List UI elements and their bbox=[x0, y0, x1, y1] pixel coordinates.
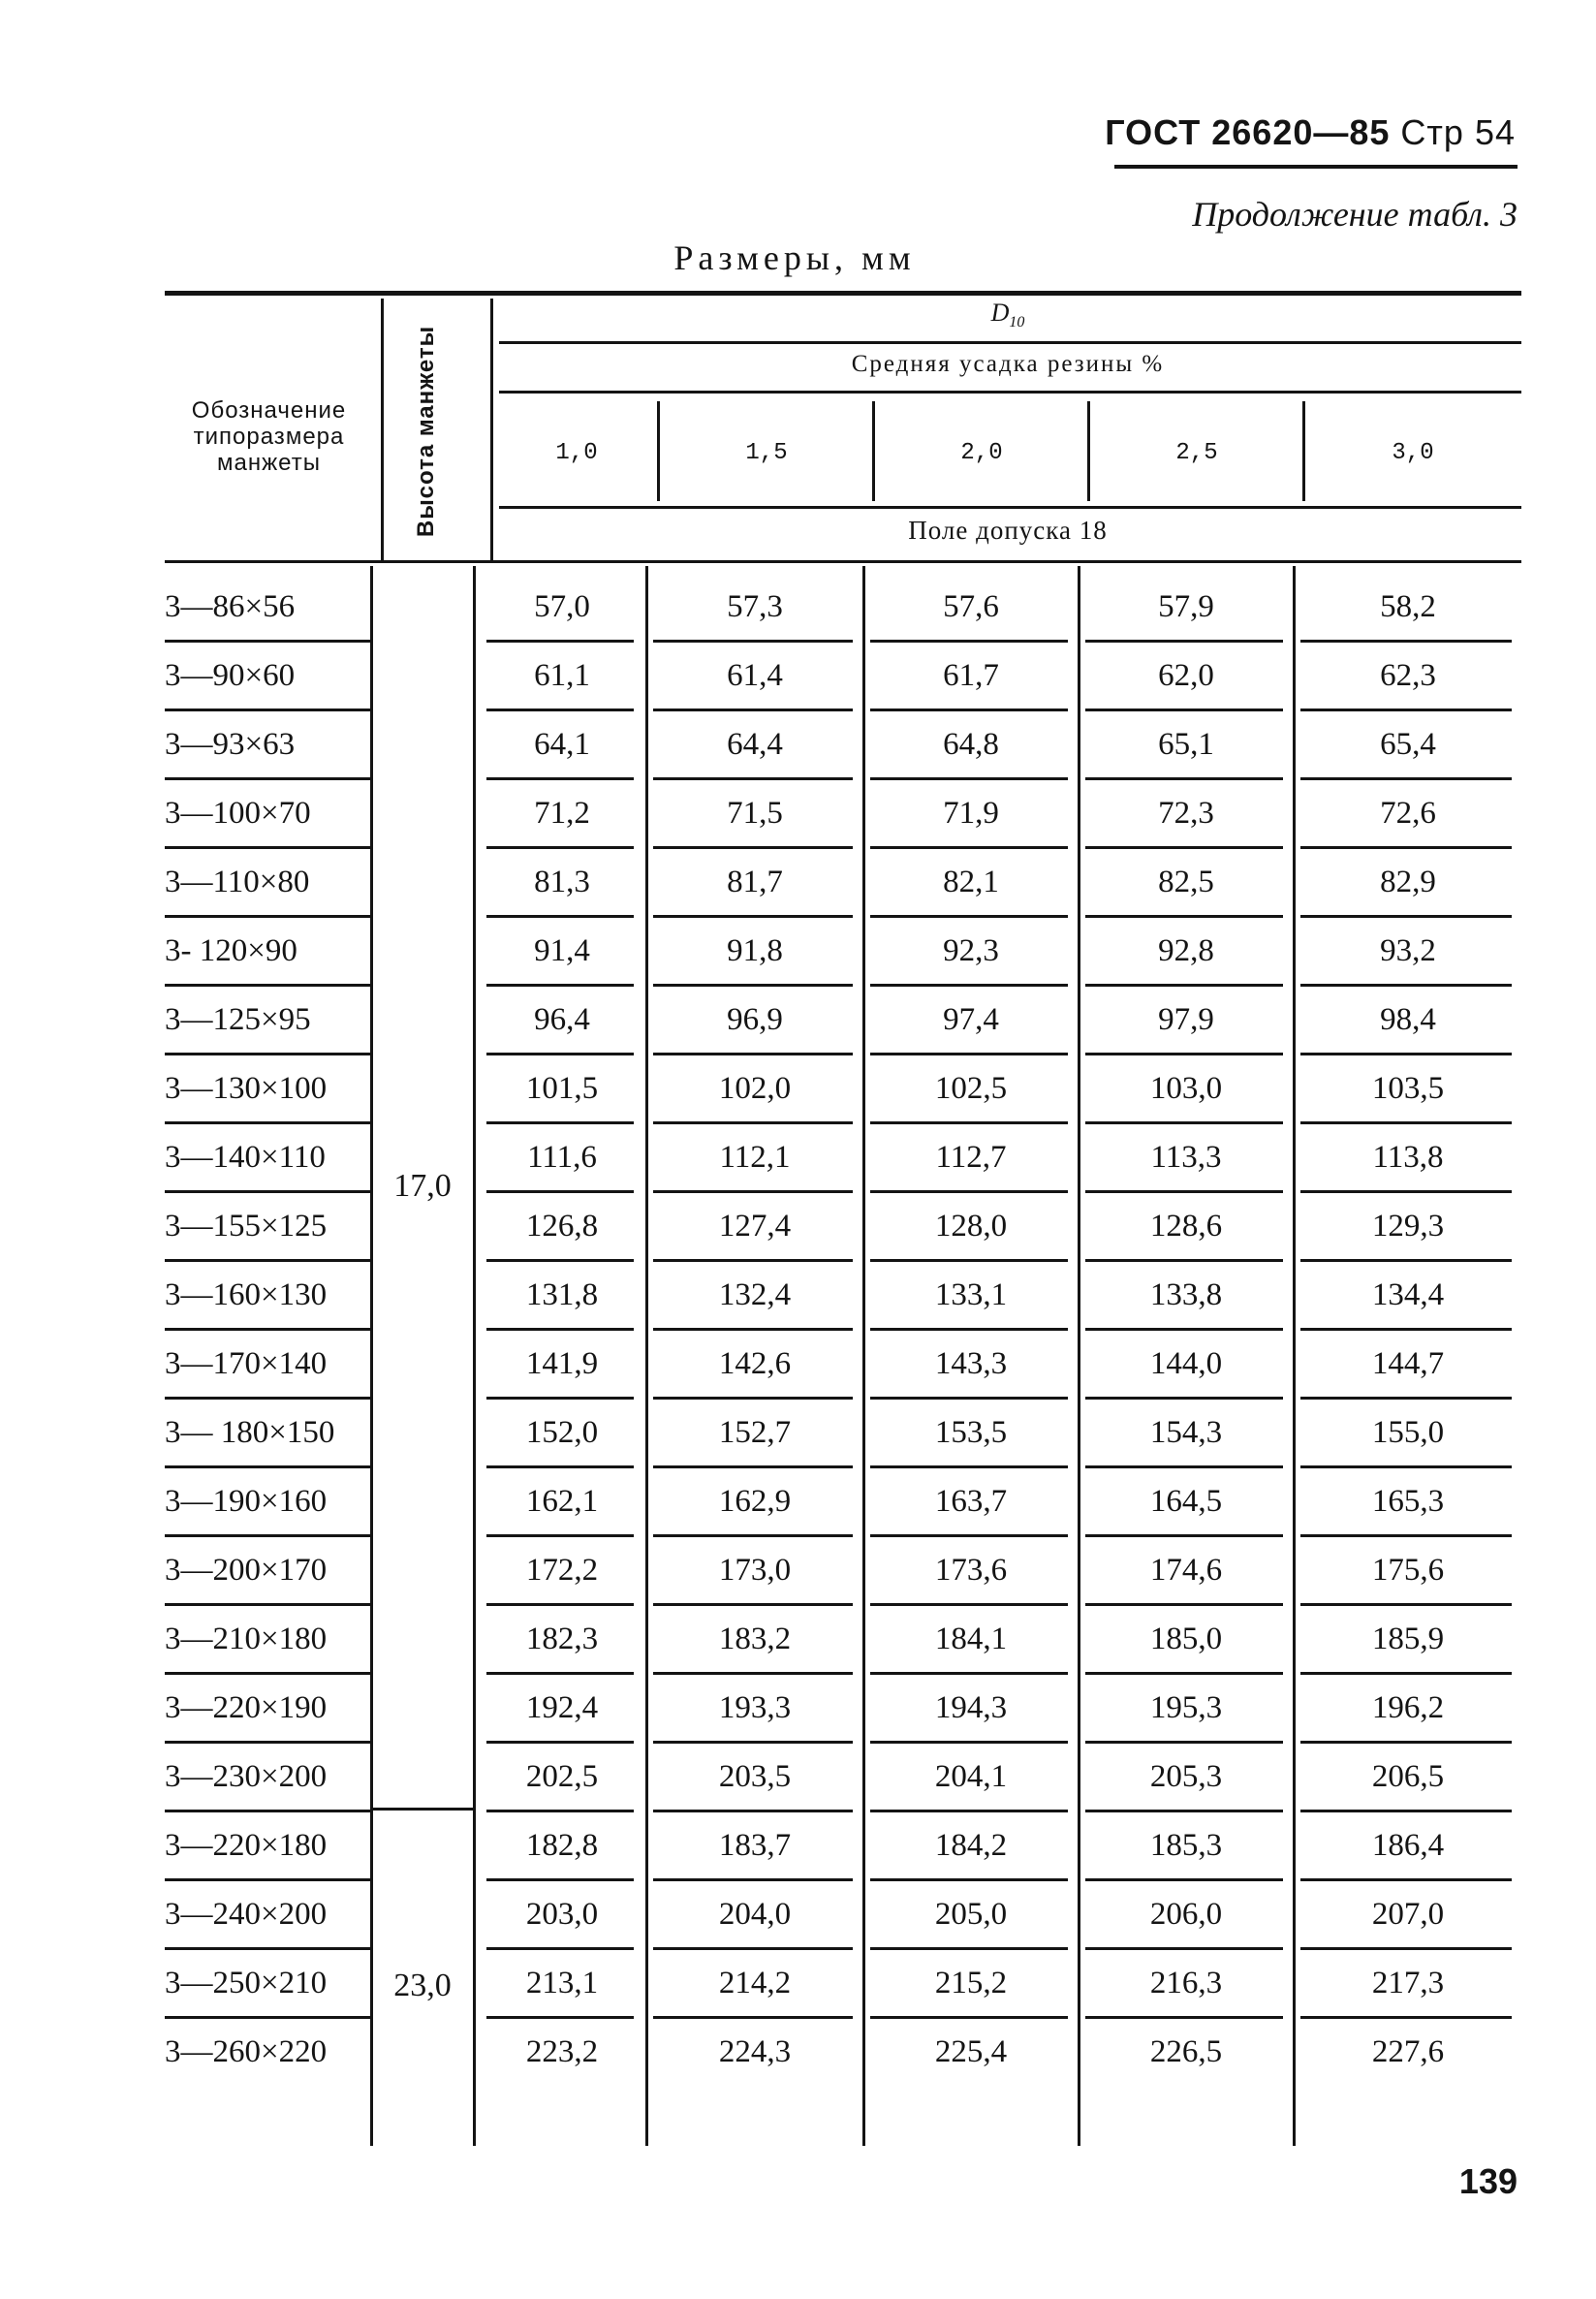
page-number: 139 bbox=[1458, 2161, 1518, 2201]
row-rule bbox=[1085, 1328, 1283, 1331]
row-value-col-2: 102,0 bbox=[718, 1071, 792, 1106]
row-value-col-2: 142,6 bbox=[718, 1346, 792, 1381]
row-value-col-5: 93,2 bbox=[1380, 933, 1436, 968]
row-value-col-2: 193,3 bbox=[718, 1690, 792, 1725]
row-rule-designation bbox=[165, 1534, 370, 1537]
row-value-col-3: 184,2 bbox=[934, 1828, 1008, 1863]
row-designation: 3—220×180 bbox=[165, 1828, 328, 1863]
row-rule bbox=[1085, 777, 1283, 780]
row-value-col-1: 203,0 bbox=[525, 1897, 599, 1932]
row-value-col-4: 97,9 bbox=[1158, 1002, 1214, 1037]
row-rule-designation bbox=[165, 1190, 370, 1193]
row-value-col-1: 64,1 bbox=[534, 727, 590, 762]
shrinkage-col-2: 1,5 bbox=[745, 440, 788, 466]
row-rule bbox=[1085, 2016, 1283, 2019]
row-designation: 3—260×220 bbox=[165, 2034, 328, 2069]
row-rule bbox=[653, 2016, 853, 2019]
row-value-col-4: 144,0 bbox=[1149, 1346, 1223, 1381]
row-rule bbox=[870, 1741, 1068, 1744]
row-rule bbox=[870, 1465, 1068, 1468]
row-value-col-4: 92,8 bbox=[1158, 933, 1214, 968]
height-group-23: 23,0 bbox=[393, 1968, 452, 2003]
body-vline-designation bbox=[370, 566, 373, 2146]
row-rule bbox=[1085, 709, 1283, 711]
row-value-col-4: 128,6 bbox=[1149, 1209, 1223, 1244]
row-value-col-2: 224,3 bbox=[718, 2034, 792, 2069]
page-header bbox=[1066, 112, 1516, 153]
row-value-col-2: 173,0 bbox=[718, 1553, 792, 1588]
row-rule bbox=[1085, 1603, 1283, 1606]
row-rule-designation bbox=[165, 846, 370, 849]
row-rule bbox=[870, 1534, 1068, 1537]
row-value-col-4: 154,3 bbox=[1149, 1415, 1223, 1450]
row-value-col-3: 204,1 bbox=[934, 1759, 1008, 1794]
row-value-col-4: 62,0 bbox=[1158, 658, 1214, 693]
row-value-col-2: 204,0 bbox=[718, 1897, 792, 1932]
row-value-col-1: 81,3 bbox=[534, 865, 590, 899]
row-designation: 3—86×56 bbox=[165, 589, 296, 624]
row-value-col-4: 72,3 bbox=[1158, 796, 1214, 831]
row-rule bbox=[653, 1121, 853, 1124]
row-rule bbox=[653, 1603, 853, 1606]
row-rule bbox=[870, 1397, 1068, 1400]
row-rule bbox=[1300, 1465, 1512, 1468]
row-designation: 3—155×125 bbox=[165, 1209, 328, 1244]
row-value-col-5: 82,9 bbox=[1380, 865, 1436, 899]
row-value-col-4: 185,3 bbox=[1149, 1828, 1223, 1863]
row-value-col-5: 186,4 bbox=[1371, 1828, 1445, 1863]
dimensions-table bbox=[165, 291, 1521, 2171]
row-value-col-5: 155,0 bbox=[1371, 1415, 1445, 1450]
row-rule bbox=[870, 1121, 1068, 1124]
header-vline-1 bbox=[381, 299, 384, 560]
d10-symbol: D bbox=[990, 299, 1010, 327]
row-rule bbox=[486, 1259, 634, 1262]
row-rule bbox=[870, 1259, 1068, 1262]
row-value-col-5: 196,2 bbox=[1371, 1690, 1445, 1725]
row-rule bbox=[1300, 1190, 1512, 1193]
row-rule bbox=[1300, 1741, 1512, 1744]
row-value-col-5: 217,3 bbox=[1371, 1966, 1445, 2000]
height-group-separator bbox=[372, 1808, 473, 1811]
row-value-col-5: 113,8 bbox=[1372, 1140, 1444, 1175]
shrinkage-col-3: 2,0 bbox=[960, 440, 1003, 466]
row-rule bbox=[1085, 1672, 1283, 1675]
height-group-17: 17,0 bbox=[393, 1168, 452, 1204]
row-designation: 3—130×100 bbox=[165, 1071, 328, 1106]
row-designation: 3—240×200 bbox=[165, 1897, 328, 1932]
row-rule bbox=[486, 777, 634, 780]
row-rule bbox=[1300, 1878, 1512, 1881]
row-rule bbox=[1085, 1947, 1283, 1950]
row-designation: 3—200×170 bbox=[165, 1553, 328, 1588]
row-value-col-4: 82,5 bbox=[1158, 865, 1214, 899]
row-rule-designation bbox=[165, 777, 370, 780]
row-value-col-1: 57,0 bbox=[534, 589, 590, 624]
row-value-col-1: 152,0 bbox=[525, 1415, 599, 1450]
row-rule-designation bbox=[165, 640, 370, 643]
row-rule bbox=[486, 915, 634, 918]
row-value-col-2: 64,4 bbox=[727, 727, 783, 762]
row-rule bbox=[486, 1947, 634, 1950]
row-rule bbox=[486, 1878, 634, 1881]
row-rule bbox=[1300, 915, 1512, 918]
row-rule bbox=[486, 1672, 634, 1675]
row-rule bbox=[1085, 1878, 1283, 1881]
row-value-col-1: 91,4 bbox=[534, 933, 590, 968]
row-rule bbox=[486, 1190, 634, 1193]
row-rule bbox=[870, 1672, 1068, 1675]
row-rule-designation bbox=[165, 1741, 370, 1744]
standard-number: ГОСТ 26620—85 bbox=[1105, 112, 1391, 152]
row-rule bbox=[1085, 1397, 1283, 1400]
row-rule bbox=[486, 1741, 634, 1744]
row-rule bbox=[1300, 1947, 1512, 1950]
row-rule bbox=[870, 984, 1068, 987]
row-rule bbox=[486, 1397, 634, 1400]
row-value-col-2: 132,4 bbox=[718, 1277, 792, 1312]
row-value-col-1: 71,2 bbox=[534, 796, 590, 831]
row-designation: 3—160×130 bbox=[165, 1277, 328, 1312]
row-value-col-4: 57,9 bbox=[1158, 589, 1214, 624]
row-designation: 3—170×140 bbox=[165, 1346, 328, 1381]
row-value-col-4: 185,0 bbox=[1149, 1622, 1223, 1656]
row-rule-designation bbox=[165, 1053, 370, 1055]
row-value-col-4: 174,6 bbox=[1149, 1553, 1223, 1588]
row-rule bbox=[1300, 1121, 1512, 1124]
row-rule bbox=[1085, 915, 1283, 918]
row-rule bbox=[1300, 846, 1512, 849]
row-rule bbox=[870, 1328, 1068, 1331]
row-rule bbox=[1300, 1672, 1512, 1675]
row-value-col-3: 112,7 bbox=[935, 1140, 1007, 1175]
row-rule bbox=[1300, 777, 1512, 780]
row-rule bbox=[870, 1053, 1068, 1055]
row-value-col-5: 227,6 bbox=[1371, 2034, 1445, 2069]
table-top-rule bbox=[165, 291, 1521, 296]
row-value-col-1: 172,2 bbox=[525, 1553, 599, 1588]
row-rule bbox=[1085, 1741, 1283, 1744]
row-value-col-2: 183,2 bbox=[718, 1622, 792, 1656]
row-rule bbox=[870, 1947, 1068, 1950]
row-value-col-5: 207,0 bbox=[1371, 1897, 1445, 1932]
row-value-col-1: 223,2 bbox=[525, 2034, 599, 2069]
row-rule bbox=[653, 709, 853, 711]
row-value-col-3: 82,1 bbox=[943, 865, 999, 899]
row-value-col-2: 162,9 bbox=[718, 1484, 792, 1519]
row-designation: 3— 180×150 bbox=[165, 1415, 335, 1450]
row-rule bbox=[653, 640, 853, 643]
row-rule bbox=[486, 984, 634, 987]
header-rule-values bbox=[499, 506, 1521, 509]
row-rule bbox=[1085, 1190, 1283, 1193]
row-value-col-5: 144,7 bbox=[1371, 1346, 1445, 1381]
row-rule-designation bbox=[165, 1810, 370, 1812]
row-value-col-2: 183,7 bbox=[718, 1828, 792, 1863]
row-rule bbox=[486, 709, 634, 711]
row-rule bbox=[1085, 984, 1283, 987]
row-rule bbox=[870, 846, 1068, 849]
row-rule bbox=[486, 1121, 634, 1124]
row-designation: 3—220×190 bbox=[165, 1690, 328, 1725]
row-value-col-1: 182,8 bbox=[525, 1828, 599, 1863]
header-rule-shrinkage bbox=[499, 391, 1521, 394]
header-vline-2 bbox=[490, 299, 493, 560]
row-rule-designation bbox=[165, 1947, 370, 1950]
row-rule bbox=[653, 1672, 853, 1675]
row-value-col-3: 92,3 bbox=[943, 933, 999, 968]
row-rule bbox=[1085, 640, 1283, 643]
row-designation: 3—140×110 bbox=[165, 1140, 326, 1175]
row-rule bbox=[1300, 1397, 1512, 1400]
row-value-col-5: 165,3 bbox=[1371, 1484, 1445, 1519]
row-value-col-3: 215,2 bbox=[934, 1966, 1008, 2000]
row-rule bbox=[486, 1053, 634, 1055]
d10-subscript: 10 bbox=[1009, 314, 1025, 331]
row-rule bbox=[486, 1810, 634, 1812]
row-value-col-1: 192,4 bbox=[525, 1690, 599, 1725]
row-value-col-3: 173,6 bbox=[934, 1553, 1008, 1588]
row-value-col-5: 62,3 bbox=[1380, 658, 1436, 693]
row-rule bbox=[486, 1534, 634, 1537]
row-value-col-3: 184,1 bbox=[934, 1622, 1008, 1656]
body-vline-height bbox=[473, 566, 476, 2146]
shrinkage-col-5: 3,0 bbox=[1392, 440, 1434, 466]
row-rule bbox=[1300, 1603, 1512, 1606]
row-value-col-2: 152,7 bbox=[718, 1415, 792, 1450]
row-rule bbox=[870, 915, 1068, 918]
row-rule bbox=[653, 777, 853, 780]
row-value-col-5: 103,5 bbox=[1371, 1071, 1445, 1106]
row-rule bbox=[653, 1397, 853, 1400]
row-value-col-5: 129,3 bbox=[1371, 1209, 1445, 1244]
row-rule-designation bbox=[165, 1397, 370, 1400]
row-rule-designation bbox=[165, 915, 370, 918]
row-value-col-1: 213,1 bbox=[525, 1966, 599, 2000]
row-value-col-4: 103,0 bbox=[1149, 1071, 1223, 1106]
row-designation: 3—90×60 bbox=[165, 658, 296, 693]
row-value-col-4: 113,3 bbox=[1150, 1140, 1222, 1175]
designation-column-header: Обозначение типоразмера манжеты bbox=[191, 397, 347, 476]
row-rule bbox=[870, 640, 1068, 643]
row-rule bbox=[1300, 1328, 1512, 1331]
row-value-col-2: 71,5 bbox=[727, 796, 783, 831]
row-value-col-2: 61,4 bbox=[727, 658, 783, 693]
row-rule-designation bbox=[165, 1672, 370, 1675]
row-value-col-2: 112,1 bbox=[719, 1140, 791, 1175]
row-rule-designation bbox=[165, 1465, 370, 1468]
row-rule bbox=[653, 1534, 853, 1537]
row-value-col-1: 96,4 bbox=[534, 1002, 590, 1037]
row-rule-designation bbox=[165, 2016, 370, 2019]
row-value-col-3: 225,4 bbox=[934, 2034, 1008, 2069]
row-value-col-3: 128,0 bbox=[934, 1209, 1008, 1244]
height-column-header bbox=[397, 310, 455, 552]
row-rule bbox=[653, 1190, 853, 1193]
shrinkage-col-4: 2,5 bbox=[1175, 440, 1218, 466]
row-value-col-3: 71,9 bbox=[943, 796, 999, 831]
row-value-col-4: 133,8 bbox=[1149, 1277, 1223, 1312]
row-designation: 3—110×80 bbox=[165, 865, 310, 899]
row-value-col-5: 72,6 bbox=[1380, 796, 1436, 831]
row-value-col-3: 143,3 bbox=[934, 1346, 1008, 1381]
row-value-col-1: 131,8 bbox=[525, 1277, 599, 1312]
row-rule bbox=[1300, 1810, 1512, 1812]
row-rule bbox=[870, 1878, 1068, 1881]
row-value-col-5: 58,2 bbox=[1380, 589, 1436, 624]
row-rule-designation bbox=[165, 1328, 370, 1331]
row-value-col-5: 98,4 bbox=[1380, 1002, 1436, 1037]
header-bottom-rule bbox=[165, 560, 1521, 563]
row-value-col-2: 96,9 bbox=[727, 1002, 783, 1037]
row-rule bbox=[486, 1465, 634, 1468]
row-value-col-2: 81,7 bbox=[727, 865, 783, 899]
row-rule bbox=[486, 2016, 634, 2019]
row-rule bbox=[1085, 1810, 1283, 1812]
row-designation: 3—93×63 bbox=[165, 727, 296, 762]
row-rule-designation bbox=[165, 984, 370, 987]
row-rule bbox=[870, 2016, 1068, 2019]
row-value-col-3: 194,3 bbox=[934, 1690, 1008, 1725]
row-value-col-5: 206,5 bbox=[1371, 1759, 1445, 1794]
row-value-col-1: 111,6 bbox=[527, 1140, 597, 1175]
row-value-col-1: 61,1 bbox=[534, 658, 590, 693]
row-rule bbox=[653, 1259, 853, 1262]
row-rule bbox=[1085, 1259, 1283, 1262]
row-rule bbox=[653, 984, 853, 987]
row-value-col-1: 182,3 bbox=[525, 1622, 599, 1656]
row-rule bbox=[1085, 1121, 1283, 1124]
row-rule bbox=[653, 915, 853, 918]
row-designation: 3- 120×90 bbox=[165, 933, 297, 968]
row-value-col-2: 57,3 bbox=[727, 589, 783, 624]
row-rule bbox=[1300, 2016, 1512, 2019]
row-rule bbox=[486, 640, 634, 643]
row-rule-designation bbox=[165, 1878, 370, 1881]
row-value-col-1: 126,8 bbox=[525, 1209, 599, 1244]
row-value-col-1: 162,1 bbox=[525, 1484, 599, 1519]
row-value-col-3: 57,6 bbox=[943, 589, 999, 624]
row-rule bbox=[653, 1465, 853, 1468]
row-rule bbox=[1300, 1259, 1512, 1262]
row-value-col-3: 205,0 bbox=[934, 1897, 1008, 1932]
row-value-col-1: 101,5 bbox=[525, 1071, 599, 1106]
row-value-col-5: 175,6 bbox=[1371, 1553, 1445, 1588]
row-rule bbox=[1300, 640, 1512, 643]
row-value-col-5: 134,4 bbox=[1371, 1277, 1445, 1312]
row-value-col-2: 203,5 bbox=[718, 1759, 792, 1794]
header-rule bbox=[1114, 165, 1518, 169]
row-rule bbox=[870, 1603, 1068, 1606]
header-rule-d10 bbox=[499, 341, 1521, 344]
row-value-col-3: 61,7 bbox=[943, 658, 999, 693]
row-value-col-5: 185,9 bbox=[1371, 1622, 1445, 1656]
row-value-col-3: 163,7 bbox=[934, 1484, 1008, 1519]
row-rule bbox=[1085, 846, 1283, 849]
row-rule bbox=[870, 1190, 1068, 1193]
tolerance-header: Поле допуска 18 bbox=[908, 516, 1108, 545]
row-value-col-4: 216,3 bbox=[1149, 1966, 1223, 2000]
row-rule bbox=[653, 1053, 853, 1055]
row-value-col-4: 164,5 bbox=[1149, 1484, 1223, 1519]
row-rule bbox=[1300, 709, 1512, 711]
page-label: Стр bbox=[1400, 112, 1464, 152]
row-value-col-3: 64,8 bbox=[943, 727, 999, 762]
row-rule bbox=[653, 1810, 853, 1812]
table-continuation-caption: Продолжение табл. 3 bbox=[1192, 195, 1518, 234]
row-rule bbox=[486, 1328, 634, 1331]
row-rule-designation bbox=[165, 1121, 370, 1124]
row-value-col-4: 205,3 bbox=[1149, 1759, 1223, 1794]
row-designation: 3—100×70 bbox=[165, 796, 311, 831]
row-designation: 3—210×180 bbox=[165, 1622, 328, 1656]
row-value-col-3: 153,5 bbox=[934, 1415, 1008, 1450]
row-value-col-1: 202,5 bbox=[525, 1759, 599, 1794]
row-designation: 3—190×160 bbox=[165, 1484, 328, 1519]
row-value-col-2: 214,2 bbox=[718, 1966, 792, 2000]
row-rule-designation bbox=[165, 1603, 370, 1606]
row-value-col-3: 97,4 bbox=[943, 1002, 999, 1037]
row-designation: 3—250×210 bbox=[165, 1966, 328, 2000]
row-value-col-1: 141,9 bbox=[525, 1346, 599, 1381]
row-rule bbox=[1300, 1534, 1512, 1537]
row-designation: 3—230×200 bbox=[165, 1759, 328, 1794]
shrinkage-header: Средняя усадка резины % bbox=[851, 351, 1165, 377]
row-value-col-5: 65,4 bbox=[1380, 727, 1436, 762]
row-rule-designation bbox=[165, 709, 370, 711]
row-value-col-3: 133,1 bbox=[934, 1277, 1008, 1312]
row-value-col-2: 127,4 bbox=[718, 1209, 792, 1244]
height-column-header-text: Высота манжеты bbox=[413, 325, 439, 538]
row-rule bbox=[653, 1947, 853, 1950]
row-rule bbox=[870, 777, 1068, 780]
page-ref: 54 bbox=[1474, 112, 1516, 152]
row-rule bbox=[486, 1603, 634, 1606]
row-rule bbox=[653, 1328, 853, 1331]
row-value-col-4: 65,1 bbox=[1158, 727, 1214, 762]
row-value-col-3: 102,5 bbox=[934, 1071, 1008, 1106]
row-rule-designation bbox=[165, 1259, 370, 1262]
row-value-col-2: 91,8 bbox=[727, 933, 783, 968]
row-rule bbox=[870, 709, 1068, 711]
row-rule bbox=[870, 1810, 1068, 1812]
row-rule bbox=[1300, 1053, 1512, 1055]
row-value-col-4: 226,5 bbox=[1149, 2034, 1223, 2069]
row-value-col-4: 195,3 bbox=[1149, 1690, 1223, 1725]
row-rule bbox=[653, 1741, 853, 1744]
d10-header bbox=[494, 299, 1521, 331]
units-caption: Размеры, мм bbox=[673, 238, 916, 277]
row-designation: 3—125×95 bbox=[165, 1002, 311, 1037]
row-rule bbox=[1085, 1053, 1283, 1055]
row-rule bbox=[1085, 1534, 1283, 1537]
row-rule bbox=[486, 846, 634, 849]
row-rule bbox=[653, 1878, 853, 1881]
row-rule bbox=[653, 846, 853, 849]
shrinkage-col-1: 1,0 bbox=[555, 440, 598, 466]
row-value-col-4: 206,0 bbox=[1149, 1897, 1223, 1932]
row-rule bbox=[1085, 1465, 1283, 1468]
row-rule bbox=[1300, 984, 1512, 987]
